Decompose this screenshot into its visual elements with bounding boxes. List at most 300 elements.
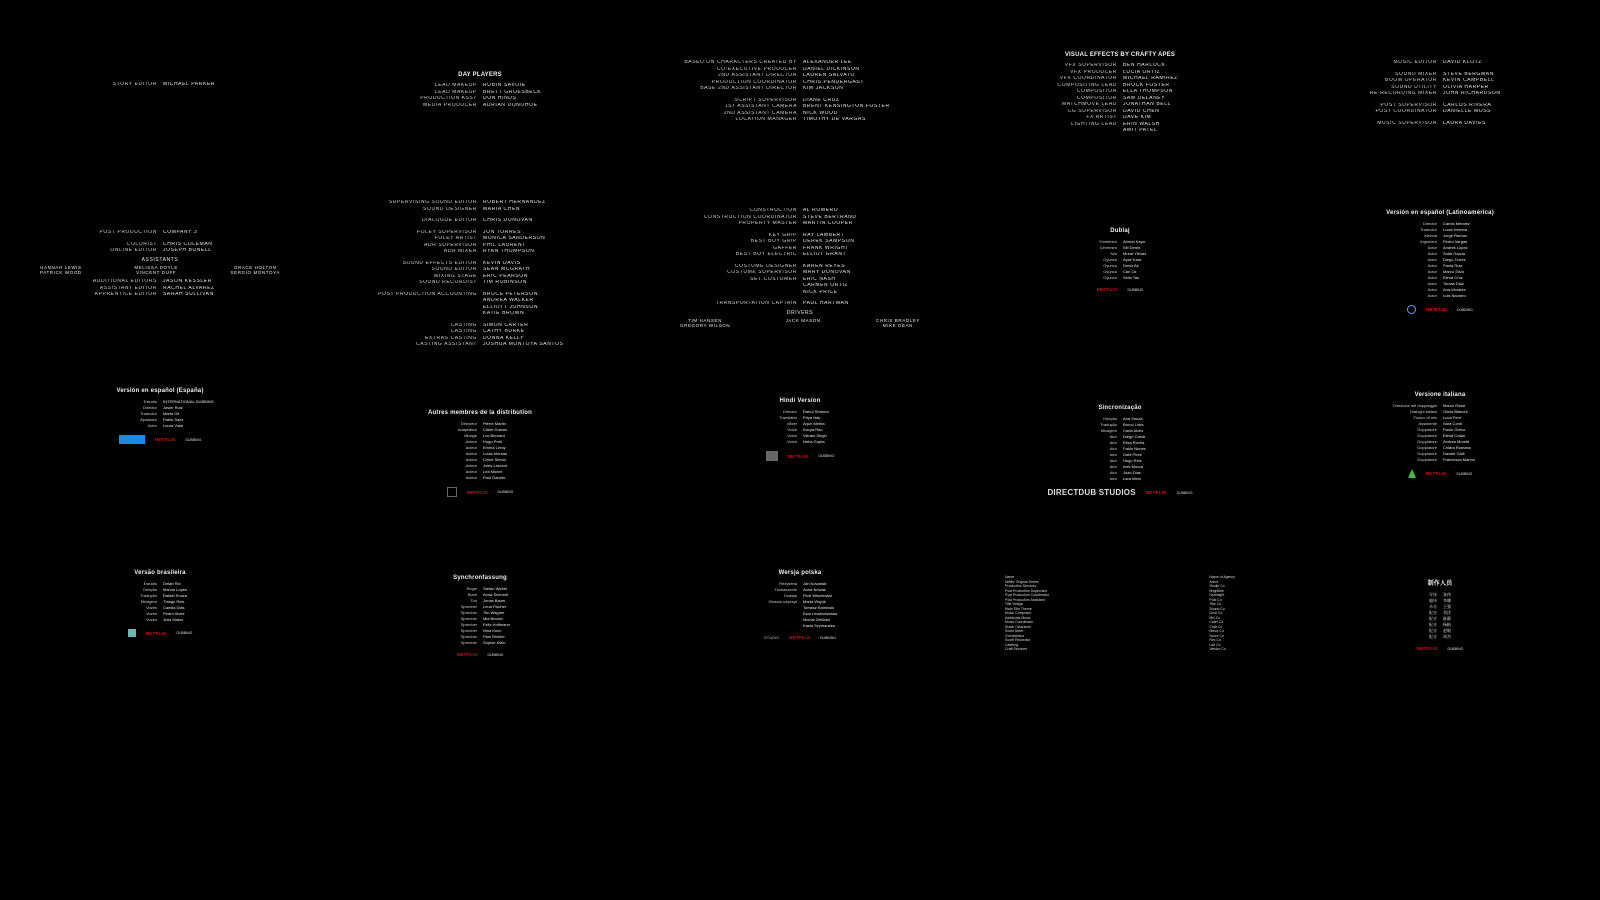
- credit-role: Ator: [1109, 470, 1117, 475]
- group-names: GRACE HOLTON SERGIO MONTOYA: [230, 265, 280, 275]
- credit-role: SET COSTUMER: [750, 276, 797, 282]
- credit-role: Acteur: [465, 445, 477, 450]
- credit-name: Pedro Vargas: [1443, 239, 1468, 244]
- credit-role: BASED ON CHARACTERS CREATED BY: [684, 60, 797, 65]
- credit-role: Ator: [1109, 452, 1117, 457]
- credit-role: COSTUME DESIGNER: [734, 263, 797, 269]
- spacer: [483, 287, 640, 291]
- circle-logo-icon: [1407, 305, 1416, 314]
- section-title: Synchronfassung: [453, 575, 507, 581]
- credit-name: Jorge Ramos: [1443, 233, 1467, 238]
- credit-name: RYAN THOMPSON: [483, 249, 535, 254]
- netflix-logo: NETFLIX: [789, 635, 811, 640]
- credit-name: CARMEN ORTIZ: [803, 283, 849, 288]
- dubbing-logo: DUBBING: [820, 635, 836, 640]
- credit-name: TIMOTHY DE VARGAS: [803, 117, 866, 122]
- credit-role: CONSTRUCTION: [749, 208, 797, 213]
- dubbing-logo: DUBBING: [497, 490, 514, 494]
- dubbing-logo: DUBBING: [1127, 287, 1144, 292]
- credit-role: LEAD MAKEUP: [434, 89, 477, 95]
- credit-role: Voice: [787, 427, 797, 432]
- credit-name: Hugo Reis: [1123, 458, 1142, 463]
- credit-name: PAUL HARTMAN: [803, 301, 849, 306]
- credit-name: Nina Koch: [483, 628, 502, 633]
- spacer: [483, 213, 640, 217]
- credit-role: Sprecher: [460, 640, 477, 645]
- credit-name: SIMON CARTER: [483, 322, 529, 328]
- credit-role: Yönetmen: [1098, 239, 1117, 244]
- logo-row: [0, 435, 320, 444]
- credit-name: DAVE KIM: [1123, 115, 1152, 120]
- credit-card: [960, 228, 1280, 292]
- credit-role: Voice: [787, 433, 797, 438]
- dubbing-logo: DUBBING: [487, 652, 504, 657]
- credit-role: Tłumaczenie: [774, 587, 797, 592]
- credit-role: [640, 290, 797, 296]
- credit-name: Andrea Moretti: [1443, 439, 1470, 444]
- credit-name: BRUCE PETERSON: [483, 291, 538, 297]
- credit-role: 配音: [1429, 622, 1437, 627]
- vendor-item: Name: [1005, 575, 1015, 579]
- credit-role: Mixer: [787, 421, 797, 426]
- credit-card: [320, 200, 640, 348]
- credit-role: Sprecher: [460, 610, 477, 615]
- dubbing-logo: DUBBING: [818, 454, 835, 458]
- vendor-item: Netflix Original Series: [1005, 579, 1039, 584]
- vendor-item: Lab Co: [1209, 642, 1221, 647]
- credit-role: 配音: [1429, 634, 1437, 639]
- credit-role: SOUND MIXER: [1395, 71, 1437, 77]
- credit-name: Murat Yilmaz: [1123, 251, 1147, 256]
- credit-name: Luca Ferri: [1443, 415, 1462, 420]
- credit-name: RACHEL ALVAREZ: [163, 285, 215, 291]
- credit-role: ADR SUPERVISOR: [423, 242, 477, 248]
- credit-name: LUCIA ORTIZ: [1123, 69, 1161, 75]
- credit-name: MARTIN COOPER: [803, 221, 853, 226]
- netflix-logo: NETFLIX: [1426, 307, 1447, 312]
- credit-name: INTERNATIONAL DUBBING: [163, 399, 214, 404]
- credit-role: Doppiatore: [1417, 439, 1437, 444]
- credit-role: COSTUME SUPERVISOR: [727, 270, 797, 275]
- credit-role: COMPOSITOR: [1076, 95, 1117, 101]
- credit-role: Ator: [1109, 458, 1117, 463]
- credit-name: Ines Moura: [1123, 464, 1144, 469]
- credit-name: ADRIAN DONOHOE: [483, 102, 538, 108]
- credit-name: COMPANY 3: [163, 230, 198, 235]
- credit-card: [0, 388, 320, 444]
- credit-role: Oyuncu: [1103, 275, 1117, 280]
- logo-row: [960, 287, 1280, 292]
- credit-role: VFX PRODUCER: [1070, 69, 1117, 75]
- dubbing-logo: DUBBING: [176, 631, 193, 635]
- credit-name: Davide Galli: [1443, 451, 1465, 456]
- credit-list: [640, 581, 960, 628]
- credit-name: Chloe Simon: [483, 457, 506, 462]
- section-title: Sincronização: [1098, 405, 1142, 411]
- credit-name: SAM DELANEY: [1123, 95, 1166, 101]
- credit-list: [1280, 592, 1600, 639]
- credit-role: FX ARTIST: [1086, 115, 1117, 120]
- credit-role: Doppiatore: [1417, 457, 1437, 462]
- credit-card: [1280, 392, 1600, 478]
- credit-name: SARAH SULLIVAN: [163, 292, 214, 297]
- credit-name: Thiago Reis: [163, 599, 185, 604]
- vendor-item: Post Co: [1209, 597, 1222, 602]
- credit-role: ADR MIXER: [443, 249, 477, 254]
- credit-card: [960, 52, 1280, 134]
- credit-card: [640, 208, 960, 328]
- dubbing-logo: DUBBING: [1447, 646, 1464, 651]
- credit-role: 2ND ASSISTANT CAMERA: [723, 110, 797, 116]
- logo-row: [640, 451, 960, 461]
- credit-role: POST COORDINATOR: [1375, 109, 1437, 114]
- credit-name: Elif Demir: [1123, 245, 1141, 250]
- credit-list: [0, 230, 320, 254]
- credit-role: COLORIST: [126, 241, 157, 247]
- spacer: [803, 296, 960, 300]
- credit-name: Pedro Alves: [163, 611, 185, 616]
- credit-name: MONICA SANDERSON: [483, 236, 546, 241]
- credit-name: FRANK WRIGHT: [803, 245, 849, 251]
- credit-role: Doppiatore: [1417, 445, 1437, 450]
- credit-name: Sara Conti: [1443, 421, 1462, 426]
- credit-frame: [1280, 180, 1600, 360]
- netflix-logo: NETFLIX: [1096, 287, 1118, 292]
- credit-name: 周杰: [1443, 634, 1451, 639]
- credit-role: Sprecher: [460, 616, 477, 621]
- credit-role: Oyuncu: [1103, 263, 1117, 268]
- credit-name: Elena Cruz: [1443, 275, 1463, 280]
- credit-name: BEN HARLOCK: [1123, 63, 1166, 68]
- credit-name: BRETT GROESBECK: [483, 89, 542, 95]
- credit-role: Doppiatore: [1417, 427, 1437, 432]
- credit-role: KEY GRIP: [768, 232, 797, 238]
- credit-role: Adaptation: [457, 427, 477, 432]
- spacer: [320, 213, 477, 217]
- vendor-item: Studio Co: [1209, 584, 1225, 588]
- credit-role: VFX SUPERVISOR: [1064, 63, 1117, 68]
- vendor-item: Cater Co: [1209, 620, 1224, 624]
- credit-role: LIGHTING LEAD: [1071, 121, 1117, 127]
- credit-card: [640, 398, 960, 461]
- credit-role: Acteur: [465, 463, 477, 468]
- credit-role: Regie: [466, 586, 477, 591]
- credit-role: Oyuncu: [1103, 269, 1117, 274]
- vendor-item: Title Design: [1005, 602, 1024, 606]
- credit-role: SCRIPT SUPERVISOR: [734, 97, 797, 103]
- credit-role: Ator: [1109, 446, 1117, 451]
- spacer: [803, 228, 960, 232]
- credit-list: [960, 239, 1280, 280]
- logo-row: [960, 488, 1280, 497]
- spacer: [0, 237, 157, 241]
- credit-name: Bruno Lima: [1123, 422, 1144, 427]
- credit-role: ADDITIONAL EDITORS: [92, 279, 157, 284]
- vendor-item: Music Co: [1209, 629, 1224, 633]
- credit-role: LEAD MAKEUP: [434, 83, 477, 88]
- credit-role: CASTING: [450, 329, 477, 334]
- section-title: Versão brasileira: [134, 570, 186, 576]
- spacer: [803, 93, 960, 97]
- netflix-logo: NETFLIX: [456, 652, 478, 657]
- spacer: [1280, 98, 1437, 102]
- credit-name: 张伟: [1443, 592, 1451, 597]
- section-title: Wersja polska: [778, 570, 822, 576]
- credit-name: Can Oz: [1123, 269, 1137, 274]
- credit-role: Tradução: [1100, 422, 1117, 427]
- credit-name: LAURA DAVIES: [1443, 120, 1486, 126]
- group-names: HANNAH LEWIS PATRICK WOOD: [40, 265, 82, 275]
- credit-name: 陈静: [1443, 616, 1451, 621]
- credit-role: APPRENTICE EDITOR: [94, 292, 157, 297]
- credit-role: Actor: [1427, 287, 1437, 292]
- credit-name: KATIE BROWN: [483, 311, 525, 316]
- credit-role: [960, 128, 1117, 134]
- spacer: [483, 318, 640, 322]
- name-group: [0, 265, 320, 275]
- credit-name: RAY LAMBERT: [803, 232, 845, 238]
- credit-role: CG SUPERVISOR: [1067, 108, 1117, 114]
- credit-role: Actor: [1427, 263, 1437, 268]
- spacer: [1443, 67, 1600, 71]
- credit-role: FOLEY ARTIST: [434, 236, 477, 241]
- spacer: [320, 225, 477, 229]
- dubbing-logo: DUBBING: [1456, 471, 1473, 476]
- section-title: Autres membres de la distribution: [428, 410, 532, 416]
- credit-name: Mia Becker: [483, 616, 504, 621]
- credit-card: [640, 60, 960, 123]
- credit-role: Acteur: [465, 457, 477, 462]
- credit-name: Marta Wojcik: [803, 599, 827, 604]
- vendor-item: Name of Agency: [1209, 575, 1235, 579]
- credit-role: Acteur: [465, 475, 477, 480]
- credit-role: PROPERTY MASTER: [738, 221, 797, 226]
- credit-role: Acteur: [465, 469, 477, 474]
- credit-name: JASON KESSLER: [163, 279, 212, 284]
- vendor-item: Additional Music: [1005, 615, 1031, 620]
- credit-name: Gabi Pires: [1123, 452, 1142, 457]
- credit-name: Ahmet Kaya: [1123, 239, 1145, 244]
- group-names: MELISSA DOYLE VINCENT DUFF: [134, 265, 178, 275]
- credit-name: Michal Zielinski: [803, 617, 831, 622]
- credit-name: Emma Leroy: [483, 445, 506, 450]
- vendor-item: Mix Co: [1209, 615, 1221, 620]
- credit-role: Estudio: [143, 399, 157, 404]
- credit-name: Paolo Greco: [1443, 427, 1466, 432]
- credit-role: MUSIC EDITOR: [1393, 60, 1437, 65]
- credit-role: BASE 2ND ASSISTANT DIRECTOR: [700, 86, 797, 91]
- credit-frame: [320, 540, 640, 720]
- credit-name: 刘洋: [1443, 610, 1451, 615]
- spacer: [640, 228, 797, 232]
- credit-name: Elisa Rocha: [1123, 440, 1145, 445]
- credit-role: PRODUCTION ASST: [420, 96, 477, 101]
- studio-box-logo: [119, 435, 145, 444]
- credit-role: MEDIA PRODUCER: [423, 102, 477, 108]
- credit-card: [960, 575, 1280, 652]
- credit-name: Fabio Nunes: [1123, 446, 1146, 451]
- credit-name: Rahul Sharma: [803, 409, 829, 414]
- credit-frame: [960, 540, 1280, 720]
- credit-name: MARIA CHEN: [483, 206, 521, 212]
- vendor-item: Music Composer: [1005, 611, 1032, 615]
- credit-role: Actor: [1427, 245, 1437, 250]
- credit-role: BOOM OPERATOR: [1384, 78, 1437, 83]
- credit-name: Camila Dias: [163, 605, 185, 610]
- section-title: Dublaj: [1110, 228, 1130, 234]
- credit-name: Lea Michel: [483, 469, 503, 474]
- credit-name: Chiara Romano: [1443, 445, 1472, 450]
- credit-role: Sprecher: [460, 628, 477, 633]
- credit-role: Ator: [1109, 464, 1117, 469]
- credit-role: DIALOGUE EDITOR: [421, 218, 477, 223]
- credit-role: Traductor: [140, 411, 157, 416]
- credit-name: Diego Torres: [1443, 257, 1466, 262]
- credit-name: Sophie Klein: [483, 640, 506, 645]
- credit-role: GAFFER: [773, 245, 797, 251]
- credit-frame: [960, 0, 1280, 180]
- logo-row: [320, 652, 640, 657]
- netflix-logo: NETFLIX: [466, 489, 488, 495]
- credit-role: Çevirmen: [1099, 245, 1117, 250]
- credit-role: Doppiatore: [1417, 451, 1437, 456]
- credit-name: ELLIOTT JOHNSON: [483, 304, 539, 310]
- credit-name: Piotr Wisniewski: [803, 593, 833, 598]
- credit-role: MIXING STAGE: [434, 273, 477, 279]
- credit-role: FOLEY SUPERVISOR: [417, 229, 477, 235]
- credit-list: [320, 586, 640, 645]
- credit-frame: [1280, 540, 1600, 720]
- credit-name: JOSEPH BUNELL: [163, 248, 212, 253]
- vendor-columns: [960, 575, 1280, 652]
- credit-name: Carla Alves: [1123, 428, 1144, 433]
- vendor-left-column: [1005, 575, 1049, 652]
- logo-row: [1280, 646, 1600, 651]
- credit-name: Ana Souza: [1123, 416, 1143, 421]
- credit-name: MICHAEL RAMIREZ: [1123, 76, 1178, 81]
- credit-name: Louis Moreau: [483, 451, 508, 456]
- credit-name: Marco Rossi: [1443, 403, 1466, 408]
- credit-list: [0, 82, 320, 88]
- credit-name: STEVE BERGMAN: [1443, 71, 1494, 77]
- section-title: Versión en español (España): [116, 388, 204, 394]
- credit-name: ELLIOT GRANT: [803, 252, 847, 257]
- credit-name: Paul Garnier: [483, 475, 506, 480]
- credit-card: [320, 575, 640, 657]
- credit-role: TRANSPORTATION CAPTAIN: [715, 301, 797, 306]
- credit-role: 导演: [1429, 592, 1437, 597]
- credit-name: KEVIN CAMPBELL: [1443, 78, 1495, 83]
- credit-role: 配音: [1429, 616, 1437, 621]
- credit-role: Traductor: [1420, 227, 1437, 232]
- credit-role: Direzione del doppiaggio: [1392, 403, 1437, 408]
- credit-role: 录音: [1429, 604, 1437, 609]
- credit-name: NICK WOOD: [803, 110, 838, 116]
- credit-name: 杨帆: [1443, 622, 1451, 627]
- credit-role: Ajustador: [140, 417, 157, 422]
- spacer: [1280, 67, 1437, 71]
- credit-name: ALEXANDER LEE: [803, 60, 852, 65]
- credit-name: Lena Fischer: [483, 604, 507, 609]
- credit-name: Marco Silva: [1443, 269, 1464, 274]
- dubbing-logo: DUBBING: [1176, 490, 1193, 495]
- credit-frame: [960, 360, 1280, 540]
- credit-card: [0, 230, 320, 298]
- credit-role: 配音: [1429, 610, 1437, 615]
- credit-role: Ator: [1109, 476, 1117, 481]
- credit-role: SOUND RECORDIST: [419, 280, 477, 285]
- credit-role: COMPOSITOR: [1076, 89, 1117, 94]
- credit-name: Diego Costa: [1123, 434, 1146, 439]
- credit-role: Ses: [1110, 251, 1117, 256]
- credit-name: Giulia Bianchi: [1443, 409, 1468, 414]
- credit-name: Anna Schmidt: [483, 592, 508, 597]
- credit-name: MICHAEL PARKER: [163, 82, 216, 87]
- logo-row: [640, 635, 960, 640]
- credit-role: Voice: [787, 439, 797, 444]
- section-title: Versión en español (Latinoamérica): [1386, 210, 1494, 216]
- credit-frame: [0, 0, 320, 180]
- credit-name: Javier Ruiz: [163, 405, 183, 410]
- credit-role: BEST BOY GRIP: [750, 239, 797, 244]
- credit-name: Lara Melo: [1123, 476, 1141, 481]
- credit-name: BRENT KENSINGTON FOSTER: [803, 104, 890, 109]
- vendor-item: Score Recordist: [1005, 638, 1030, 642]
- section-title: Versione italiana: [1414, 392, 1466, 398]
- credit-role: Director: [142, 405, 157, 410]
- credit-name: DON HINDS: [483, 96, 517, 101]
- credit-card: [960, 405, 1280, 497]
- credit-role: Assistente: [1418, 421, 1437, 426]
- credit-frame: [960, 180, 1280, 360]
- credit-role: Tradução: [140, 593, 157, 598]
- credit-role: 翻译: [1429, 598, 1437, 603]
- credit-name: DAVID KLOTZ: [1443, 60, 1483, 65]
- credit-list: [1280, 60, 1600, 126]
- credit-name: Tomasz Kaminski: [803, 605, 835, 610]
- credit-frame: [0, 360, 320, 540]
- credit-role: SUPERVISING SOUND EDITOR: [388, 200, 477, 205]
- credit-role: RE-RECORDING MIXER: [1369, 91, 1437, 96]
- credit-name: Jan Kowalski: [803, 581, 827, 586]
- credit-name: JON TORRES: [483, 229, 522, 235]
- credit-name: Pierre Martin: [483, 421, 506, 426]
- credit-frame: [0, 180, 320, 360]
- section-title: 制作人员: [1427, 581, 1453, 587]
- credit-name: CHRIS COLEMAN: [163, 241, 213, 247]
- credit-frame: [320, 180, 640, 360]
- credit-role: Ator: [1109, 434, 1117, 439]
- credit-role: BEST BOY ELECTRIC: [735, 252, 797, 257]
- credit-role: ASSISTANT EDITOR: [99, 285, 157, 291]
- credit-name: Delart Rio: [163, 581, 181, 586]
- credit-role: LOCATION MANAGER: [735, 117, 797, 122]
- credit-name: SEAN MCGRATH: [483, 267, 531, 272]
- credit-role: Actor: [1427, 293, 1437, 298]
- credit-frame: [640, 540, 960, 720]
- credit-name: JONATHAN BELL: [1123, 102, 1171, 107]
- vendor-item: Vendor Co: [1209, 647, 1226, 651]
- credit-name: Ewa Lewandowska: [803, 611, 838, 616]
- credit-name: TIM ROBINSON: [483, 280, 527, 285]
- credit-name: Laura Vidal: [163, 423, 184, 428]
- credit-role: Actor: [1427, 275, 1437, 280]
- credit-role: [640, 605, 797, 610]
- credit-role: EXTRAS CASTING: [424, 335, 477, 341]
- credit-name: Paul Richter: [483, 634, 505, 639]
- credit-role: MUSIC SUPERVISOR: [1377, 120, 1437, 126]
- credit-role: [320, 298, 477, 304]
